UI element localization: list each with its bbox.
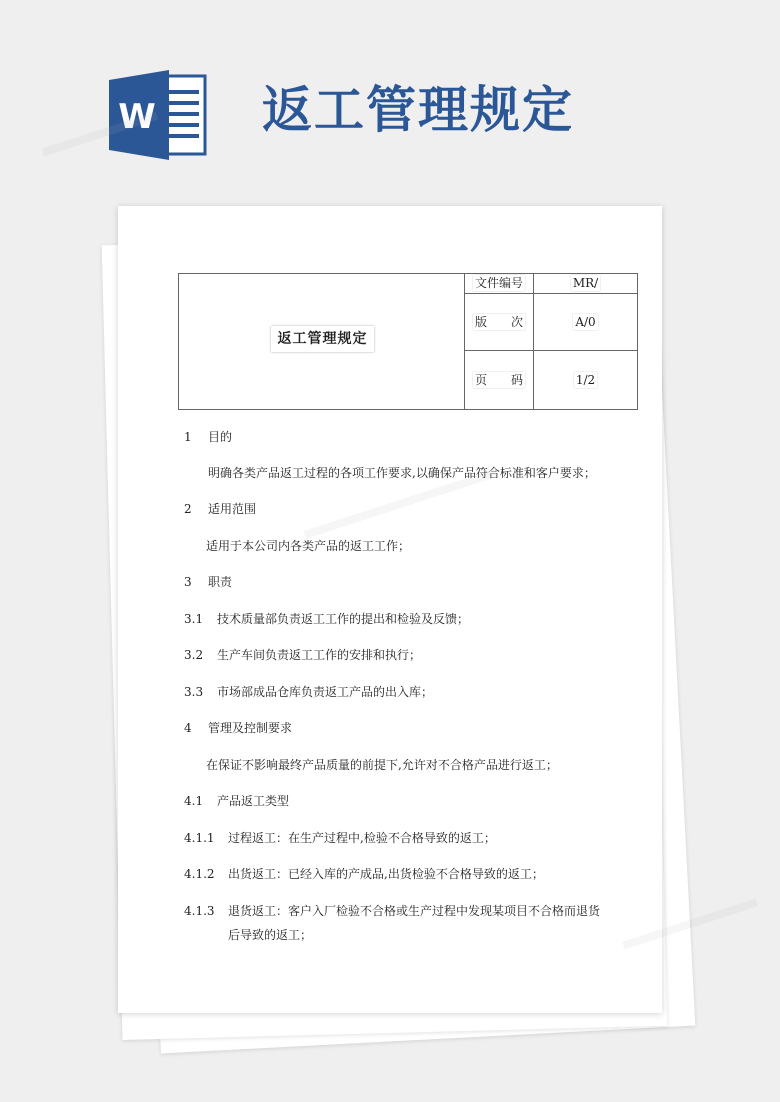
page-value-cell [534, 351, 637, 409]
section-4-body: 在保证不影响最终产品质量的前提下,允许对不合格产品进行返工； [206, 758, 558, 772]
section-4-1-3 [184, 899, 604, 947]
version-value: A/0 [575, 315, 596, 329]
section-2-body: 适用于本公司内各类产品的返工工作； [206, 539, 411, 553]
section-text: 出货返工：已经入库的产成品,出货检验不合格导致的返工； [228, 867, 544, 881]
section-1-heading [184, 428, 232, 446]
version-label-cell [465, 294, 533, 351]
section-number: 3.2 [184, 648, 204, 662]
section-4-1-1 [184, 829, 496, 847]
version-value-cell [534, 294, 637, 351]
word-icon [109, 70, 208, 160]
section-number: 3.3 [184, 685, 204, 699]
section-number: 4.1.3 [184, 904, 215, 918]
section-title: 适用范围 [208, 502, 257, 516]
page-label-cell [465, 351, 533, 409]
page-value: 1/2 [575, 373, 596, 387]
document-title: 返工管理规定 [271, 326, 374, 352]
title-block-value-column [534, 274, 637, 409]
document-title-block [178, 273, 638, 410]
section-4-1-2 [184, 865, 544, 883]
section-number: 4.1.1 [184, 831, 215, 845]
doc-number-value-cell [534, 274, 637, 294]
section-title: 目的 [208, 430, 233, 444]
section-text: 过程返工：在生产过程中,检验不合格导致的返工； [228, 831, 496, 845]
section-number: 4.1.2 [184, 867, 215, 881]
section-number: 4.1 [184, 794, 204, 808]
section-text: 技术质量部负责返工工作的提出和检验及反馈； [217, 612, 470, 626]
section-text: 退货返工：客户入厂检验不合格或生产过程中发现某项目不合格而退货后导致的返工； [228, 904, 601, 942]
section-number: 3.1 [184, 612, 204, 626]
svg-text:W: W [118, 97, 156, 137]
section-1-body: 明确各类产品返工过程的各项工作要求,以确保产品符合标准和客户要求； [208, 466, 596, 480]
page-label: 页 码 [474, 373, 523, 387]
section-3-1 [184, 610, 469, 628]
section-number: 3 [184, 575, 192, 589]
section-4-heading [184, 719, 292, 737]
doc-number-value: MR/ [572, 276, 599, 290]
title-cell [179, 274, 465, 409]
doc-number-label-cell [465, 274, 533, 294]
version-label: 版 次 [474, 315, 523, 329]
section-3-heading [184, 573, 232, 591]
section-text: 市场部成品仓库负责返工产品的出入库； [217, 685, 434, 699]
document-page [118, 206, 662, 1013]
section-3-3 [184, 683, 433, 701]
section-4-1 [184, 792, 289, 810]
page-title: 返工管理规定 [262, 81, 574, 139]
section-number: 1 [184, 430, 192, 444]
section-title: 管理及控制要求 [208, 721, 293, 735]
section-2-heading [184, 500, 256, 518]
section-number: 4 [184, 721, 192, 735]
doc-number-label: 文件编号 [474, 276, 523, 290]
title-block-label-column [465, 274, 534, 409]
section-title: 职责 [208, 575, 233, 589]
section-3-2 [184, 646, 421, 664]
section-number: 2 [184, 502, 192, 516]
section-text: 产品返工类型 [217, 794, 290, 808]
section-text: 生产车间负责返工工作的安排和执行； [217, 648, 422, 662]
